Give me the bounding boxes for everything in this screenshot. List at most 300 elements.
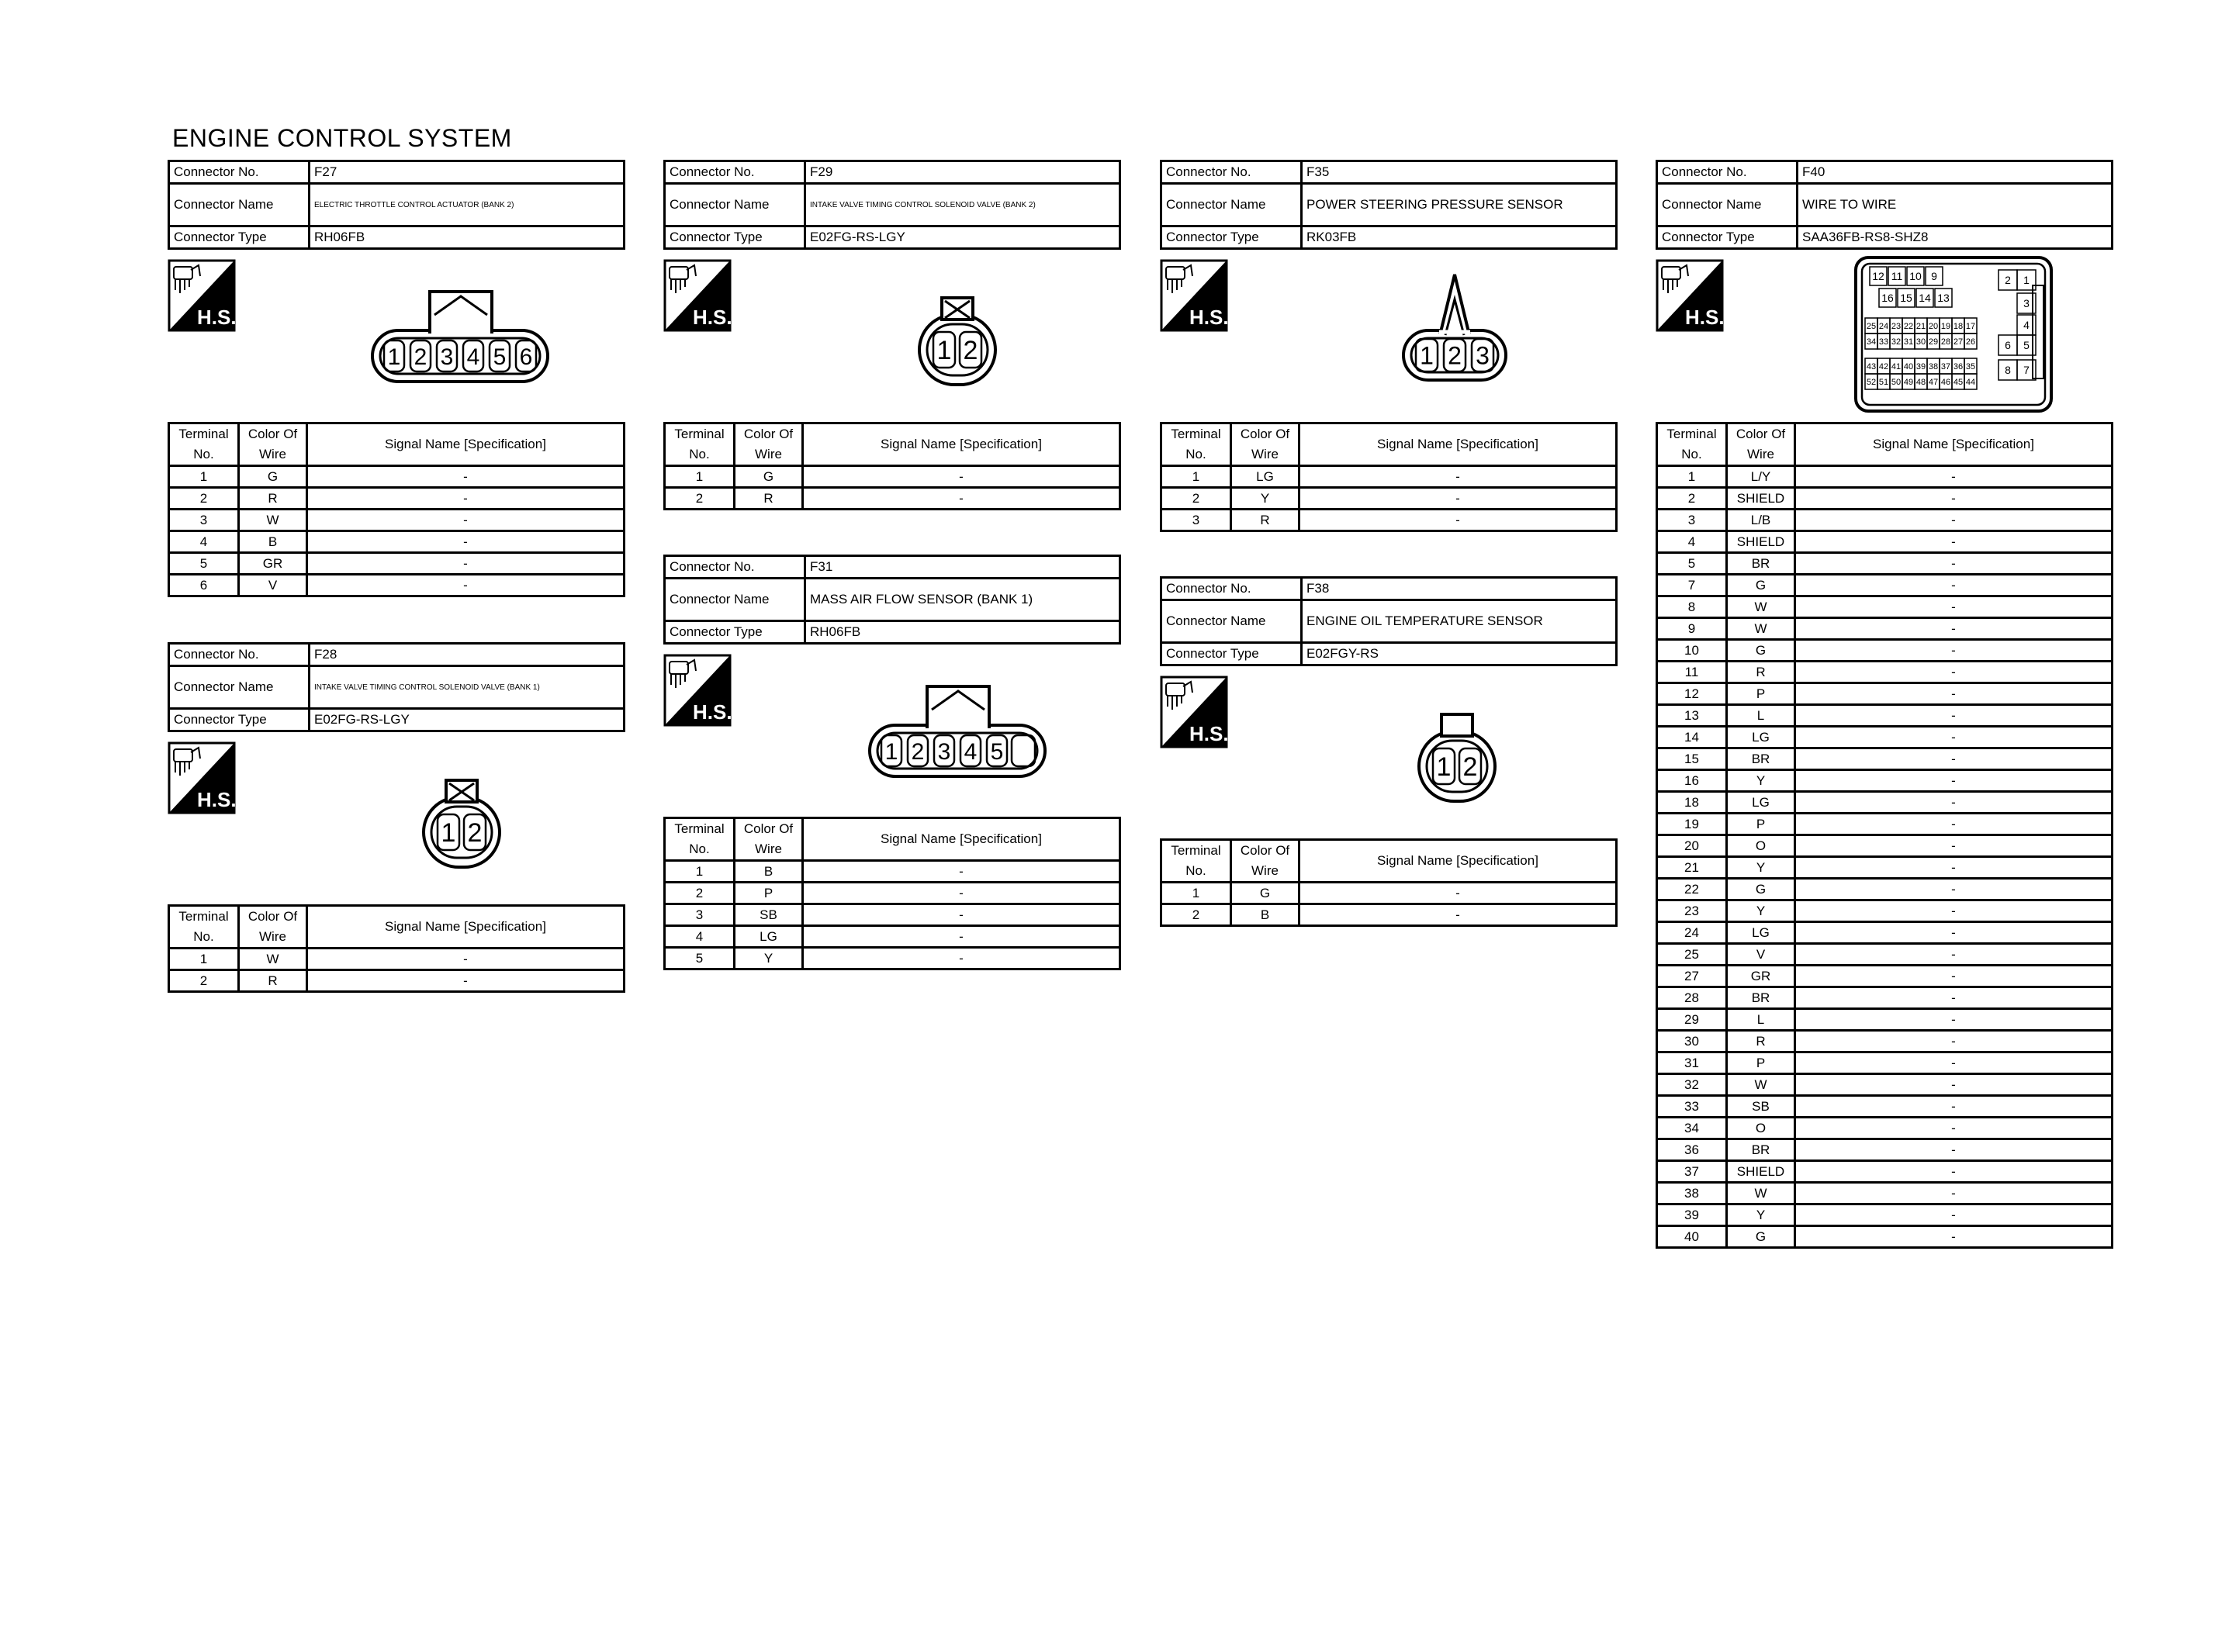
pin-number: 25 (1866, 321, 1877, 331)
terminal-header: Terminal No. (169, 423, 239, 466)
connector-name-label: Connector Name (1161, 184, 1302, 226)
pin-number: 23 (1891, 321, 1902, 331)
table-row (1657, 618, 2113, 640)
signal-cell: - (1795, 1096, 2113, 1118)
signal-cell: - (307, 553, 625, 575)
terminal-cell: 37 (1657, 1161, 1727, 1183)
signal-header: Signal Name [Specification] (1299, 423, 1617, 466)
connector-block-f27 (168, 160, 625, 593)
color-header: Color Of Wire (735, 423, 803, 466)
wire-color-cell: BR (1727, 987, 1795, 1009)
pin-number: 3 (1476, 341, 1490, 370)
signal-cell: - (1795, 683, 2113, 705)
signal-cell: - (803, 466, 1120, 488)
pin-number: 5 (990, 738, 1004, 765)
table-row (169, 949, 625, 970)
connector-name-value: WIRE TO WIRE (1798, 184, 2113, 226)
signal-cell: - (1795, 814, 2113, 835)
table-row (1657, 922, 2113, 944)
signal-cell: - (1795, 770, 2113, 792)
wire-color-cell: G (1727, 879, 1795, 900)
signal-header: Signal Name [Specification] (307, 906, 625, 949)
table-row (1657, 575, 2113, 596)
connector-type-label: Connector Type (169, 709, 310, 731)
connector-type-value: RH06FB (310, 226, 625, 249)
wire-color-cell: L (1727, 1009, 1795, 1031)
connector-no-value: F28 (310, 644, 625, 666)
table-row (1657, 488, 2113, 510)
wire-color-cell: W (239, 949, 307, 970)
pin-number: 6 (2005, 339, 2011, 352)
connector-name-label: Connector Name (665, 579, 805, 621)
pin-number: 5 (2023, 339, 2030, 352)
signal-cell: - (307, 510, 625, 531)
signal-table-f28 (168, 904, 625, 993)
terminal-cell: 34 (1657, 1118, 1727, 1139)
signal-cell: - (1795, 531, 2113, 553)
pin-number: 42 (1878, 361, 1889, 372)
wire-color-cell: Y (1727, 900, 1795, 922)
signal-cell: - (1795, 618, 2113, 640)
signal-cell: - (1795, 488, 2113, 510)
signal-cell: - (1795, 1139, 2113, 1161)
connector-block-f31 (663, 555, 1121, 966)
terminal-cell: 24 (1657, 922, 1727, 944)
wire-color-cell: L/B (1727, 510, 1795, 531)
connector-name-value: INTAKE VALVE TIMING CONTROL SOLENOID VALVE (BANK 2) (805, 184, 1120, 226)
pin-number: 1 (2023, 274, 2030, 287)
connector-no-value: F29 (805, 161, 1120, 184)
color-header: Color Of Wire (1231, 840, 1299, 883)
terminal-cell: 3 (169, 510, 239, 531)
wire-color-cell: SB (1727, 1096, 1795, 1118)
table-row (169, 466, 625, 488)
signal-cell: - (1795, 879, 2113, 900)
signal-cell: - (307, 970, 625, 992)
wire-color-cell: Y (1231, 488, 1299, 510)
terminal-cell: 1 (665, 861, 735, 883)
pin-number: 35 (1965, 361, 1976, 372)
wire-color-cell: O (1727, 1118, 1795, 1139)
connector-no-label: Connector No. (1161, 578, 1302, 600)
connector-block-f40 (1656, 160, 2113, 1244)
connector-type-label: Connector Type (1657, 226, 1798, 249)
signal-table-f38 (1160, 838, 1618, 927)
pin-number: 50 (1891, 377, 1902, 387)
wire-color-cell: R (1727, 662, 1795, 683)
signal-cell: - (1795, 1031, 2113, 1052)
table-row (169, 970, 625, 992)
color-header: Color Of Wire (239, 423, 307, 466)
terminal-cell: 2 (169, 970, 239, 992)
pin-number: 9 (1931, 270, 1937, 283)
wire-color-cell: P (1727, 1052, 1795, 1074)
signal-cell: - (1299, 510, 1617, 531)
wire-color-cell: LG (1727, 792, 1795, 814)
connector-header-f31 (663, 555, 1121, 645)
pin-number: 4 (964, 738, 978, 765)
pin-number: 3 (937, 738, 951, 765)
table-row (1657, 1031, 2113, 1052)
wire-color-cell: BR (1727, 1139, 1795, 1161)
pin-number: 2 (963, 336, 978, 366)
color-header: Color Of Wire (1231, 423, 1299, 466)
hs-icon (663, 259, 732, 332)
connector-type-label: Connector Type (665, 621, 805, 644)
connector-no-value: F40 (1798, 161, 2113, 184)
connector-header-f35 (1160, 160, 1618, 250)
pin-number: 44 (1965, 377, 1976, 387)
terminal-cell: 20 (1657, 835, 1727, 857)
connector-type-value: E02FGY-RS (1302, 643, 1617, 665)
terminal-cell: 12 (1657, 683, 1727, 705)
hs-icon (1160, 676, 1228, 748)
connector-no-label: Connector No. (1657, 161, 1798, 184)
terminal-cell: 11 (1657, 662, 1727, 683)
signal-cell: - (1795, 575, 2113, 596)
terminal-cell: 1 (169, 949, 239, 970)
terminal-cell: 5 (1657, 553, 1727, 575)
signal-cell: - (803, 883, 1120, 904)
connector-block-f38 (1160, 576, 1618, 922)
pin-number: 38 (1928, 361, 1939, 372)
connector-face-diagram (1416, 708, 1501, 809)
terminal-header: Terminal No. (169, 906, 239, 949)
pin-number: 21 (1915, 321, 1926, 331)
table-row (665, 861, 1120, 883)
pin-number: 2 (1462, 752, 1478, 783)
terminal-cell: 10 (1657, 640, 1727, 662)
wire-color-cell: Y (1727, 770, 1795, 792)
pin-number: 2 (414, 344, 427, 370)
signal-cell: - (307, 466, 625, 488)
signal-cell: - (1795, 944, 2113, 966)
terminal-header: Terminal No. (1161, 840, 1231, 883)
table-row (1657, 531, 2113, 553)
pin-number: 2 (1448, 341, 1462, 370)
wire-color-cell: L (1727, 705, 1795, 727)
connector-name-label: Connector Name (1657, 184, 1798, 226)
signal-cell: - (803, 926, 1120, 948)
table-row (1161, 904, 1617, 926)
pin-number: 52 (1866, 377, 1877, 387)
pin-number: 7 (2023, 364, 2030, 377)
signal-cell: - (1795, 987, 2113, 1009)
table-row (1657, 510, 2113, 531)
pin-number: 18 (1953, 321, 1964, 331)
terminal-cell: 5 (665, 948, 735, 969)
connector-header-f27 (168, 160, 625, 250)
table-row (1657, 792, 2113, 814)
wire-color-cell: W (1727, 596, 1795, 618)
signal-cell: - (1795, 1183, 2113, 1204)
signal-cell: - (1795, 792, 2113, 814)
terminal-cell: 18 (1657, 792, 1727, 814)
pin-number: 36 (1953, 361, 1964, 372)
pin-number: 1 (441, 818, 456, 848)
terminal-cell: 21 (1657, 857, 1727, 879)
table-row (169, 575, 625, 596)
table-row (1657, 857, 2113, 879)
terminal-header: Terminal No. (665, 818, 735, 861)
terminal-cell: 3 (665, 904, 735, 926)
terminal-cell: 1 (1657, 466, 1727, 488)
connector-type-label: Connector Type (169, 226, 310, 249)
signal-header: Signal Name [Specification] (803, 818, 1120, 861)
pin-number: 15 (1900, 292, 1912, 305)
terminal-cell: 9 (1657, 618, 1727, 640)
table-row (1657, 1161, 2113, 1183)
signal-cell: - (1795, 1052, 2113, 1074)
wire-color-cell: P (735, 883, 803, 904)
page-title: ENGINE CONTROL SYSTEM (172, 124, 512, 152)
signal-cell: - (1795, 1226, 2113, 1248)
signal-table-f29 (663, 422, 1121, 510)
table-row (665, 904, 1120, 926)
hs-icon (1160, 259, 1228, 332)
signal-cell: - (307, 531, 625, 553)
connector-type-label: Connector Type (1161, 643, 1302, 665)
pin-number: 10 (1909, 270, 1922, 283)
hs-label: H.S. (1189, 722, 1228, 745)
pin-number: 1 (1436, 752, 1452, 783)
table-row (1161, 510, 1617, 531)
table-row (1657, 814, 2113, 835)
pin-number: 31 (1903, 337, 1914, 347)
signal-cell: - (1299, 488, 1617, 510)
wire-color-cell: Y (1727, 1204, 1795, 1226)
terminal-cell: 3 (1161, 510, 1231, 531)
wire-color-cell: R (239, 488, 307, 510)
wire-color-cell: P (1727, 814, 1795, 835)
pin-number: 40 (1903, 361, 1914, 372)
pin-number: 3 (440, 344, 454, 370)
table-row (1657, 944, 2113, 966)
connector-type-label: Connector Type (665, 226, 805, 249)
pin-number: 43 (1866, 361, 1877, 372)
table-row (1657, 683, 2113, 705)
signal-cell: - (1795, 1009, 2113, 1031)
table-row (1657, 966, 2113, 987)
connector-name-value: POWER STEERING PRESSURE SENSOR (1302, 184, 1617, 226)
pin-number: 1 (1420, 341, 1434, 370)
pin-number: 1 (884, 738, 898, 765)
pin-number: 22 (1903, 321, 1914, 331)
pin-number: 19 (1940, 321, 1951, 331)
terminal-header: Terminal No. (665, 423, 735, 466)
terminal-cell: 6 (169, 575, 239, 596)
terminal-cell: 4 (1657, 531, 1727, 553)
pin-number: 2 (911, 738, 925, 765)
color-header: Color Of Wire (735, 818, 803, 861)
terminal-cell: 15 (1657, 748, 1727, 770)
hs-icon (168, 259, 236, 332)
terminal-cell: 38 (1657, 1183, 1727, 1204)
terminal-cell: 1 (1161, 883, 1231, 904)
terminal-cell: 19 (1657, 814, 1727, 835)
pin-number: 4 (2023, 319, 2030, 332)
table-row (665, 926, 1120, 948)
table-row (1657, 640, 2113, 662)
wire-color-cell: W (239, 510, 307, 531)
wire-color-cell: G (239, 466, 307, 488)
wire-color-cell: G (1727, 1226, 1795, 1248)
connector-name-label: Connector Name (169, 666, 310, 709)
table-row (1657, 705, 2113, 727)
connector-no-label: Connector No. (665, 556, 805, 579)
wire-color-cell: LG (1727, 727, 1795, 748)
signal-cell: - (803, 861, 1120, 883)
hs-icon (663, 654, 732, 727)
terminal-cell: 28 (1657, 987, 1727, 1009)
signal-cell: - (1795, 662, 2113, 683)
wire-color-cell: Y (1727, 857, 1795, 879)
terminal-cell: 13 (1657, 705, 1727, 727)
terminal-cell: 33 (1657, 1096, 1727, 1118)
signal-cell: - (1795, 900, 2113, 922)
pin-number: 6 (519, 344, 533, 370)
terminal-cell: 14 (1657, 727, 1727, 748)
terminal-cell: 1 (1161, 466, 1231, 488)
pin-number: 16 (1881, 292, 1894, 305)
connector-header-f28 (168, 642, 625, 732)
signal-cell: - (1299, 883, 1617, 904)
hs-icon (168, 741, 236, 814)
table-row (1657, 1074, 2113, 1096)
pin-number: 1 (936, 336, 952, 366)
signal-cell: - (1795, 1118, 2113, 1139)
wire-color-cell: B (735, 861, 803, 883)
wire-color-cell: R (735, 488, 803, 510)
terminal-cell: 4 (169, 531, 239, 553)
table-row (169, 510, 625, 531)
signal-cell: - (1795, 1074, 2113, 1096)
pin-number: 17 (1965, 321, 1976, 331)
wire-color-cell: R (239, 970, 307, 992)
pin-number: 51 (1878, 377, 1889, 387)
wire-color-cell: GR (239, 553, 307, 575)
wire-color-cell: B (239, 531, 307, 553)
table-row (1657, 1118, 2113, 1139)
signal-header: Signal Name [Specification] (1795, 423, 2113, 466)
pin-number: 26 (1965, 337, 1976, 347)
terminal-cell: 29 (1657, 1009, 1727, 1031)
pin-number: 30 (1915, 337, 1926, 347)
hs-label: H.S. (693, 700, 732, 724)
table-row (1657, 466, 2113, 488)
signal-cell: - (1795, 727, 2113, 748)
terminal-cell: 5 (169, 553, 239, 575)
color-header: Color Of Wire (239, 906, 307, 949)
connector-no-value: F27 (310, 161, 625, 184)
pin-number: 4 (466, 344, 480, 370)
signal-cell: - (803, 948, 1120, 969)
wire-color-cell: SB (735, 904, 803, 926)
connector-type-value: RH06FB (805, 621, 1120, 644)
signal-cell: - (1795, 748, 2113, 770)
pin-number: 34 (1866, 337, 1877, 347)
connector-header-f40 (1656, 160, 2113, 250)
connector-face-diagram (1853, 254, 2054, 414)
connector-face-diagram (916, 292, 1002, 392)
terminal-cell: 31 (1657, 1052, 1727, 1074)
terminal-cell: 23 (1657, 900, 1727, 922)
wire-color-cell: R (1727, 1031, 1795, 1052)
terminal-cell: 7 (1657, 575, 1727, 596)
wire-color-cell: SHIELD (1727, 488, 1795, 510)
table-row (1657, 879, 2113, 900)
hs-label: H.S. (1189, 306, 1228, 329)
connector-face-diagram (867, 679, 1053, 779)
pin-number: 11 (1891, 270, 1903, 283)
pin-number: 2 (2005, 274, 2011, 287)
pin-number: 2 (467, 818, 483, 848)
table-row (1657, 727, 2113, 748)
wire-color-cell: L/Y (1727, 466, 1795, 488)
hs-label: H.S. (693, 306, 732, 329)
connector-type-label: Connector Type (1161, 226, 1302, 249)
connector-face-diagram (369, 284, 555, 385)
terminal-cell: 25 (1657, 944, 1727, 966)
table-row (1657, 1009, 2113, 1031)
terminal-cell: 1 (665, 466, 735, 488)
terminal-cell: 2 (1161, 904, 1231, 926)
terminal-cell: 39 (1657, 1204, 1727, 1226)
pin-number: 49 (1903, 377, 1914, 387)
terminal-cell: 3 (1657, 510, 1727, 531)
signal-cell: - (1795, 466, 2113, 488)
table-row (1657, 596, 2113, 618)
color-header: Color Of Wire (1727, 423, 1795, 466)
terminal-header: Terminal No. (1657, 423, 1727, 466)
wire-color-cell: G (735, 466, 803, 488)
pin-number: 5 (493, 344, 507, 370)
wire-color-cell: G (1231, 883, 1299, 904)
table-row (1657, 1052, 2113, 1074)
pin-number: 39 (1915, 361, 1926, 372)
signal-table-f31 (663, 817, 1121, 970)
pin-number: 45 (1953, 377, 1964, 387)
wire-color-cell: LG (1231, 466, 1299, 488)
signal-cell: - (1795, 596, 2113, 618)
connector-name-value: ELECTRIC THROTTLE CONTROL ACTUATOR (BANK 2) (310, 184, 625, 226)
connector-block-f29 (663, 160, 1121, 506)
connector-no-value: F35 (1302, 161, 1617, 184)
table-row (1657, 1204, 2113, 1226)
connector-no-value: F31 (805, 556, 1120, 579)
pin-number: 27 (1953, 337, 1964, 347)
hs-label: H.S. (197, 306, 236, 329)
signal-cell: - (307, 575, 625, 596)
signal-header: Signal Name [Specification] (307, 423, 625, 466)
signal-cell: - (1795, 857, 2113, 879)
table-row (665, 883, 1120, 904)
wire-color-cell: G (1727, 640, 1795, 662)
table-row (1657, 770, 2113, 792)
signal-cell: - (1795, 835, 2113, 857)
wire-color-cell: LG (1727, 922, 1795, 944)
terminal-cell: 32 (1657, 1074, 1727, 1096)
terminal-cell: 1 (169, 466, 239, 488)
table-row (1161, 466, 1617, 488)
wire-color-cell: SHIELD (1727, 531, 1795, 553)
table-row (169, 488, 625, 510)
signal-cell: - (1299, 904, 1617, 926)
signal-cell: - (1795, 922, 2113, 944)
connector-face-diagram (420, 774, 506, 875)
wire-color-cell: W (1727, 1074, 1795, 1096)
connector-no-label: Connector No. (665, 161, 805, 184)
